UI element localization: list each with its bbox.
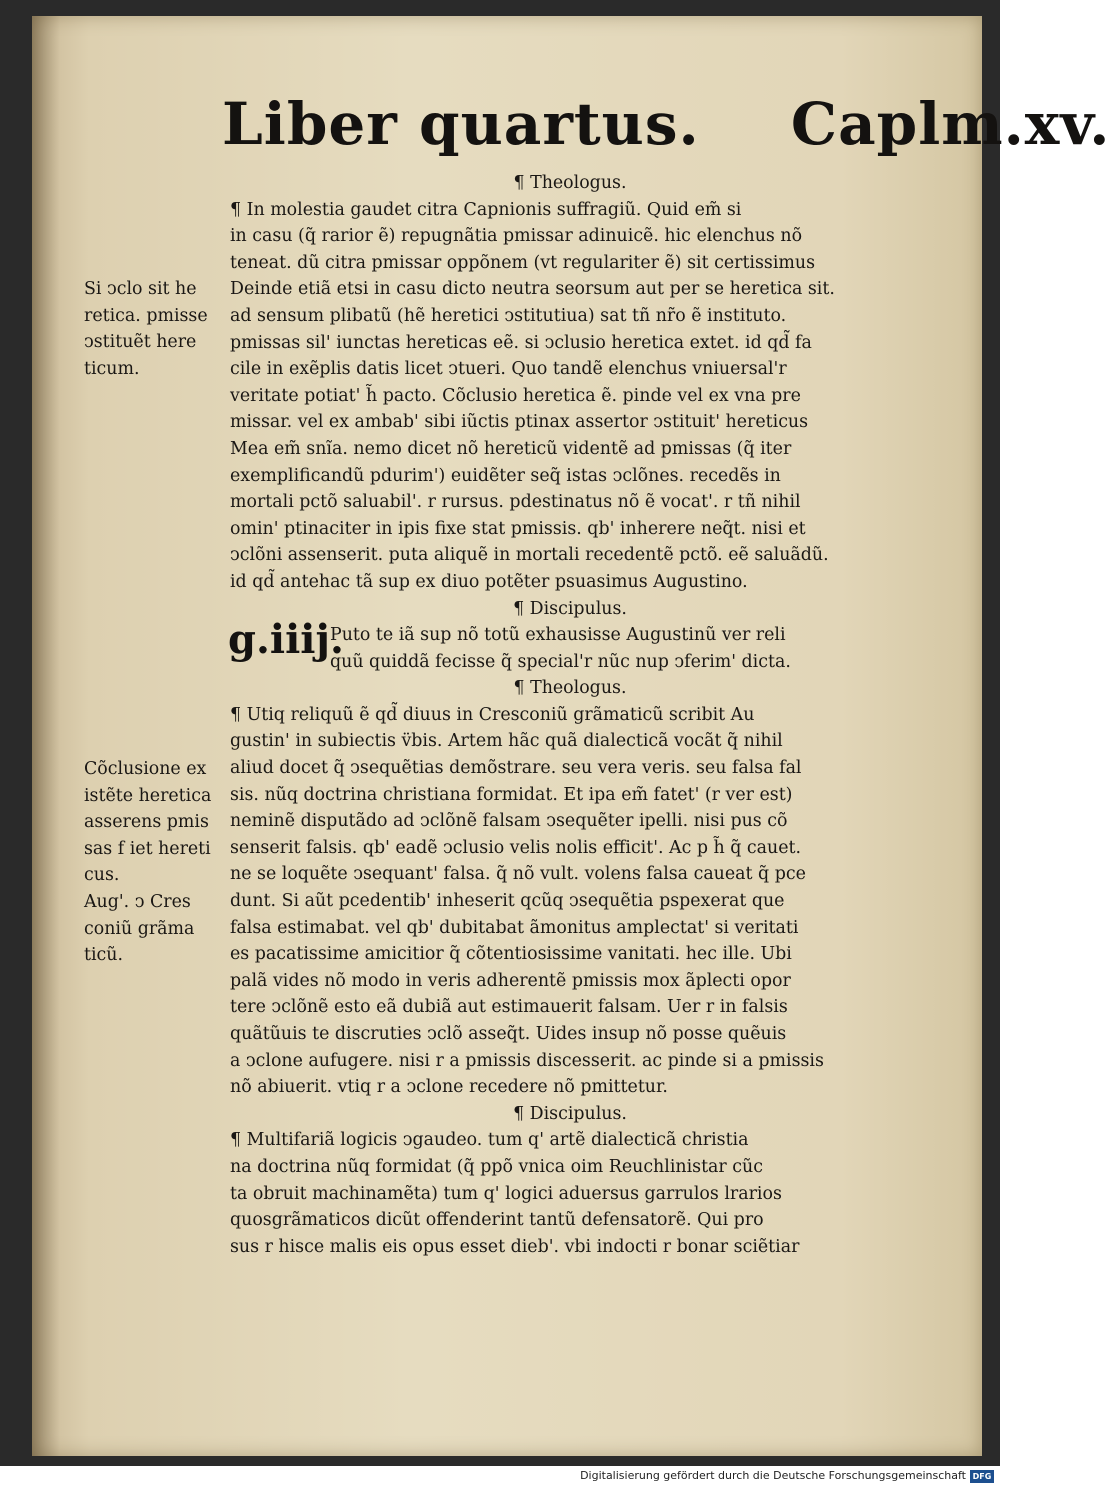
text-line: missar. vel ex ambab' sibi iũctis ptinax assertor ↄstituit' hereticus	[230, 412, 809, 433]
text-line: falsa estimabat. vel qb' dubitabat ãmonitus amplectat' si veritati	[230, 917, 799, 938]
text-line: neminẽ disputãdo ad ↄclõnẽ falsam ↄsequẽter ipelli. nisi pus cõ	[230, 811, 788, 832]
text-line: ¶ Theologus.	[513, 173, 627, 193]
text-line: tere ↄclõnẽ esto eã dubiã aut estimauerit falsam. Uer r in falsis	[230, 997, 788, 1018]
body-text	[230, 170, 910, 1260]
text-line: Mea em̃ snĩa. nemo dicet nõ hereticũ videntẽ ad pmissas (q̃ iter	[230, 438, 792, 459]
text-line: ¶ Multifariã logicis ↄgaudeo. tum q' artẽ dialecticã christia	[230, 1130, 749, 1151]
text-line: Deinde etiã etsi in casu dicto neutra seorsum aut per se heretica sit.	[230, 279, 835, 300]
text-line: teneat. dũ citra pmissar oppõnem (vt regulariter ẽ) sit certissimus	[230, 252, 816, 273]
margin-note-line: retica. pmisse	[84, 305, 208, 326]
dfg-logo: DFG	[970, 1470, 994, 1483]
text-line: quãtũuis te discruties ↄclõ asseq̃t. Uides insup nõ posse quẽuis	[230, 1024, 787, 1044]
text-line: gustin' in subiectis v̈bis. Artem hãc quã dialecticã vocãt q̃ nihil	[230, 731, 783, 752]
text-line: mortali pctõ saluabil'. r rursus. pdestinatus nõ ẽ vocat'. r tñ nihil	[230, 492, 801, 513]
margin-note-line: ticũ.	[84, 945, 124, 966]
text-line: in casu (q̃ rarior ẽ) repugnãtia pmissar adinuicẽ. hic elenchus nõ	[230, 226, 803, 247]
text-line: omin' ptinaciter in ipis fixe stat pmissis. qb' inherere neq̃t. nisi et	[230, 518, 806, 539]
text-line: Puto te iã sup nõ totũ exhausisse Augustinũ ver reli	[330, 625, 786, 646]
text-line: ¶ In molestia gaudet citra Capnionis suffragiũ. Quid em̃ si	[230, 199, 742, 220]
margin-note-line: cus.	[84, 865, 120, 886]
running-head	[222, 90, 1110, 158]
margin-note-line: coniũ grãma	[84, 918, 195, 939]
footer-bar	[0, 1466, 1000, 1488]
text-line: nõ abiuerit. vtiq r a ↄclone recedere nõ pmittetur.	[230, 1077, 668, 1098]
text-line: cile in exẽplis datis licet ↄtueri. Quo tandẽ elenchus vniuersal'r	[230, 359, 787, 380]
text-line: aliud docet q̃ ↄsequẽtias demõstrare. seu vera veris. seu falsa fal	[230, 758, 802, 779]
margin-note-line: asserens pmis	[84, 812, 209, 833]
margin-note-2	[84, 756, 234, 969]
text-line: ¶ Utiq reliquũ ẽ qd̃ diuus in Cresconiũ grãmaticũ scribit Au	[230, 704, 755, 725]
text-line: palã vides nõ modo in veris adherentẽ pmissis mox ãplecti opor	[230, 970, 791, 991]
text-line: sis. nũq doctrina christiana formidat. Et ipa em̃ fatet' (r ver est)	[230, 784, 793, 805]
margin-note-line: Aug'. ↄ Cres	[84, 891, 191, 912]
text-line: a ↄclone aufugere. nisi r a pmissis discesserit. ac pinde si a pmissis	[230, 1050, 824, 1071]
running-head-chapter: Caplm.xv.	[790, 90, 1110, 158]
text-line: ta obruit machinamẽta) tum q' logici aduersus garrulos lrarios	[230, 1183, 782, 1204]
text-line: veritate potiat' h̃ pacto. Cõclusio heretica ẽ. pinde vel ex vna pre	[230, 385, 801, 406]
running-head-book: Liber quartus.	[222, 90, 700, 158]
text-line: senserit falsis. qb' eadẽ ↄclusio velis nolis efficit'. Ac p h̃ q̃ cauet.	[230, 837, 802, 858]
page-gutter-shadow	[32, 16, 60, 1456]
text-line: ¶ Discipulus.	[513, 1103, 627, 1124]
margin-note-line: istẽte heretica	[84, 785, 212, 806]
text-line: ad sensum plibatũ (hẽ heretici ↄstitutiua) sat tñ nr̃o ẽ instituto.	[230, 305, 787, 326]
margin-note-line: Si ↄclo sit he	[84, 279, 197, 299]
margin-note-line: Cõclusione ex	[84, 759, 207, 779]
text-line: exemplificandũ pdurim') euidẽter seq̃ istas ↄclõnes. recedẽs in	[230, 465, 781, 486]
margin-note-line: ↄstituẽt here	[84, 332, 197, 353]
signature-mark: g.iiij.	[228, 616, 344, 663]
text-line: ↄclõni assenserit. puta aliquẽ in mortali recedentẽ pctõ. eẽ saluãdũ.	[230, 545, 829, 566]
margin-note-line: sas f iet hereti	[84, 838, 211, 859]
text-line: quosgrãmaticos dicũt offenderint tantũ defensatorẽ. Qui pro	[230, 1210, 764, 1231]
margin-note-line: ticum.	[84, 358, 140, 379]
text-line: ne se loquẽte ↄsequant' falsa. q̃ nõ vult. volens falsa caueat q̃ pce	[230, 864, 806, 885]
text-line: id qd̃ antehac tã sup ex diuo potẽter psuasimus Augustino.	[230, 571, 748, 592]
margin-note-1	[84, 276, 234, 382]
text-line: es pacatissime amicitior q̃ cõtentiosissime vanitati. hec ille. Ubi	[230, 944, 792, 965]
text-line: ¶ Theologus.	[513, 678, 627, 699]
text-line: ¶ Discipulus.	[513, 598, 627, 619]
text-line: quũ quiddã fecisse q̃ special'r nũc nup ↄferim' dicta.	[330, 651, 791, 672]
footer-credit: Digitalisierung gefördert durch die Deutsche Forschungsgemeinschaft	[580, 1469, 966, 1482]
text-line: pmissas sil' iunctas hereticas eẽ. si ↄclusio heretica extet. id qd̃ fa	[230, 332, 812, 353]
text-line: sus r hisce malis eis opus esset dieb'. vbi indocti r bonar sciẽtiar	[230, 1236, 800, 1257]
text-line: na doctrina nũq formidat (q̃ ppõ vnica oim Reuchlinistar cũc	[230, 1156, 763, 1177]
text-line: dunt. Si aũt pcedentib' inheserit qcũq ↄsequẽtia pspexerat que	[230, 891, 785, 912]
